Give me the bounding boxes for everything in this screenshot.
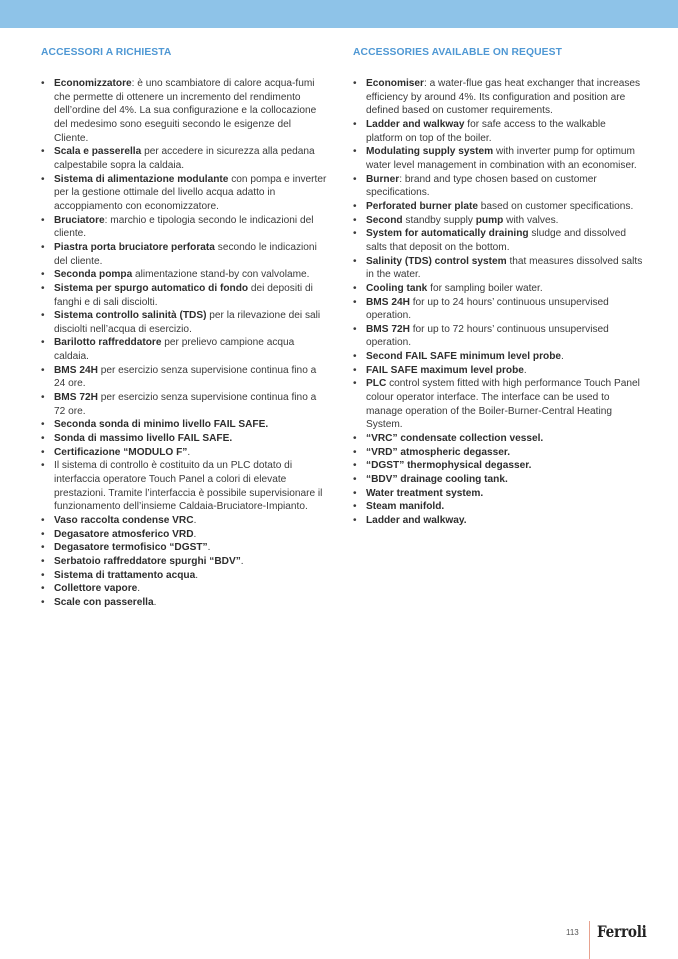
item-text: : è uno scambiatore di calore acqua-fumi che permette di ottenere un incremento del rendimento dell’ordine del 4%. La sua configurazione e la collocazione del medesimo sono eseguiti secondo le esigenze del Cliente. xyxy=(54,78,317,144)
italian-heading: ACCESSORI A RICHIESTA xyxy=(41,47,172,58)
ferroli-logo: Ferroli xyxy=(597,922,647,941)
list-item xyxy=(353,227,643,254)
english-accessory-list xyxy=(353,77,643,528)
item-bold-text: Perforated burner plate xyxy=(366,200,478,212)
item-bold-text: Serbatoio raffreddatore spurghi “BDV” xyxy=(54,555,241,567)
item-text: : a water-flue gas heat exchanger that increases efficiency by around 4%. Its configuration and position are defined based on customer requirements. xyxy=(366,78,641,117)
item-bold-text: Barilotto raffreddatore xyxy=(54,337,162,349)
item-text: . xyxy=(195,569,199,581)
item-bold-text: Certificazione “MODULO F” xyxy=(54,446,188,458)
item-bold-text: Vaso raccolta condense VRC xyxy=(54,515,194,526)
item-text: control system fitted with high performance Touch Panel colour operator interface. The interface can be used to manage operation of the Boiler-Burner-Central Heating System. xyxy=(366,378,640,431)
item-text: for up to 72 hours’ continuous unsupervised operation. xyxy=(366,323,609,349)
item-bold-text: “VRD” atmospheric degasser. xyxy=(366,446,511,458)
item-text: : brand and type chosen based on customer specifications. xyxy=(366,173,597,199)
item-text: based on customer specifications. xyxy=(477,200,634,212)
item-bold-text: System for automatically draining xyxy=(366,228,529,240)
item-text: standby supply xyxy=(402,214,476,226)
item-text: per esercizio senza supervisione continua fino a 24 ore. xyxy=(54,364,317,390)
item-text: dei depositi di fanghi e di sali disciolti. xyxy=(54,282,313,308)
list-item xyxy=(41,241,328,268)
item-text: secondo le indicazioni del cliente. xyxy=(54,241,317,267)
item-bold-text: Economiser xyxy=(366,78,424,89)
item-bold-text: Bruciatore xyxy=(54,214,105,226)
item-text: . xyxy=(523,364,527,376)
italian-accessory-list xyxy=(41,77,328,610)
list-item xyxy=(41,528,328,542)
item-bold-text: PLC xyxy=(366,378,387,390)
item-text: per esercizio senza supervisione continua fino a 72 ore. xyxy=(54,392,317,417)
item-bold-text: Ladder and walkway xyxy=(366,118,465,130)
list-item xyxy=(353,173,643,200)
item-text: . xyxy=(207,542,211,554)
list-item xyxy=(41,309,328,336)
item-bold-text: Scale con passerella xyxy=(54,596,154,608)
list-item xyxy=(41,336,328,363)
item-bold-text: FAIL SAFE maximum level probe xyxy=(366,364,524,376)
list-item xyxy=(41,418,328,432)
list-item xyxy=(353,350,643,364)
list-item xyxy=(353,487,643,501)
item-bold-text: Sistema di trattamento acqua xyxy=(54,569,196,581)
item-text: per prelievo campione acqua caldaia. xyxy=(54,337,295,363)
item-text: . xyxy=(153,596,157,608)
list-item xyxy=(353,459,643,473)
list-item xyxy=(353,145,643,172)
list-item xyxy=(353,296,643,323)
item-bold-text: “VRC” condensate collection vessel. xyxy=(366,433,544,445)
list-item xyxy=(353,377,643,432)
list-item xyxy=(353,200,643,214)
item-bold-text: BMS 72H xyxy=(54,392,98,404)
item-bold-text: Degasatore atmosferico VRD xyxy=(54,528,194,540)
item-bold-text: Piastra porta bruciatore perforata xyxy=(54,241,215,253)
item-text: with valves. xyxy=(503,214,559,226)
italian-column xyxy=(41,46,328,610)
item-text: con pompa e inverter per la gestione ottimale del livello acqua adatto in accoppiamento con economizzatore. xyxy=(54,173,327,212)
list-item xyxy=(41,555,328,569)
item-text: . xyxy=(193,528,197,540)
english-column xyxy=(353,46,643,528)
item-bold-text: Burner xyxy=(366,173,400,185)
item-bold-text: “DGST” thermophysical degasser. xyxy=(366,460,532,472)
item-text: for sampling boiler water. xyxy=(427,282,543,294)
item-text: : marchio e tipologia secondo le indicazioni del cliente. xyxy=(54,214,314,240)
list-item xyxy=(353,118,643,145)
item-bold-text: Cooling tank xyxy=(366,282,428,294)
item-bold-text: “BDV” drainage cooling tank. xyxy=(366,474,508,486)
list-item xyxy=(41,214,328,241)
top-color-band xyxy=(0,0,678,28)
list-item xyxy=(41,596,328,610)
item-text: for up to 24 hours’ continuous unsupervised operation. xyxy=(366,296,609,322)
list-item xyxy=(353,500,643,514)
item-text: . xyxy=(240,555,244,567)
list-item xyxy=(41,569,328,583)
item-text: per accedere in sicurezza alla pedana calpestabile sopra la caldaia. xyxy=(54,146,315,171)
list-item xyxy=(353,432,643,446)
item-bold-text: Salinity (TDS) control system xyxy=(366,255,507,267)
item-text: Il sistema di controllo è costituito da un PLC dotato di interfaccia operatore Touch Panel a colori di elevate prestazioni. Tramite l’interfaccia è possibile supervisionare il funzionamento dell’insieme Caldaia-Bruciatore-Impianto. xyxy=(54,460,323,513)
item-bold-text: Degasatore termofisico “DGST” xyxy=(54,542,208,554)
list-item xyxy=(353,255,643,282)
item-text: that measures dissolved salts in the water. xyxy=(366,255,643,281)
list-item xyxy=(41,459,328,514)
item-bold-text: Seconda sonda di minimo livello FAIL SAFE. xyxy=(54,419,269,431)
item-bold-text: Modulating supply system xyxy=(366,146,494,158)
list-item xyxy=(41,173,328,214)
list-item xyxy=(41,432,328,446)
list-item xyxy=(353,282,643,296)
english-heading: ACCESSORIES AVAILABLE ON REQUEST xyxy=(353,47,562,58)
item-bold-text: Sistema controllo salinità (TDS) xyxy=(54,310,207,322)
item-bold-text: Economizzatore xyxy=(54,78,132,89)
item-bold-text: Second xyxy=(366,214,403,226)
list-item xyxy=(353,214,643,228)
list-item xyxy=(41,391,328,418)
item-text: for safe access to the walkable platform on top of the boiler. xyxy=(366,118,606,144)
item-text: . xyxy=(187,446,191,458)
item-bold-text: Seconda pompa xyxy=(54,269,133,281)
page-number: 113 xyxy=(566,928,579,937)
item-bold-text: Scala e passerella xyxy=(54,146,142,158)
list-item xyxy=(41,145,328,172)
item-bold-text: pump xyxy=(475,214,504,226)
list-item xyxy=(41,446,328,460)
list-item xyxy=(41,541,328,555)
list-item xyxy=(41,514,328,528)
item-text: . xyxy=(561,351,564,363)
list-item xyxy=(353,473,643,487)
item-text: . xyxy=(137,583,141,595)
item-bold-text: Water treatment system. xyxy=(366,487,484,499)
item-text: with inverter pump for optimum water level management in combination with an economiser. xyxy=(366,146,637,171)
item-text: alimentazione stand-by con valvolame. xyxy=(132,269,310,281)
list-item xyxy=(353,446,643,460)
item-bold-text: Steam manifold. xyxy=(366,501,445,513)
item-bold-text: BMS 72H xyxy=(366,323,410,335)
list-item xyxy=(41,77,328,145)
list-item xyxy=(41,364,328,391)
list-item xyxy=(353,323,643,350)
list-item xyxy=(353,364,643,378)
item-bold-text: BMS 24H xyxy=(54,364,98,376)
item-bold-text: Sonda di massimo livello FAIL SAFE. xyxy=(54,433,233,445)
item-bold-text: Collettore vapore xyxy=(54,583,138,595)
item-bold-text: BMS 24H xyxy=(366,296,410,308)
item-text: . xyxy=(193,515,197,526)
item-text: sludge and dissolved salts that deposit on the bottom. xyxy=(366,228,626,253)
list-item xyxy=(41,282,328,309)
item-text: per la rilevazione dei sali disciolti nell’acqua di esercizio. xyxy=(54,310,321,335)
item-bold-text: Ladder and walkway. xyxy=(366,515,467,526)
list-item xyxy=(41,268,328,282)
item-bold-text: Sistema per spurgo automatico di fondo xyxy=(54,282,249,294)
list-item xyxy=(353,514,643,528)
footer-divider xyxy=(589,921,590,959)
list-item xyxy=(41,582,328,596)
item-bold-text: Sistema di alimentazione modulante xyxy=(54,173,229,185)
list-item xyxy=(353,77,643,118)
item-bold-text: Second FAIL SAFE minimum level probe xyxy=(366,351,562,363)
